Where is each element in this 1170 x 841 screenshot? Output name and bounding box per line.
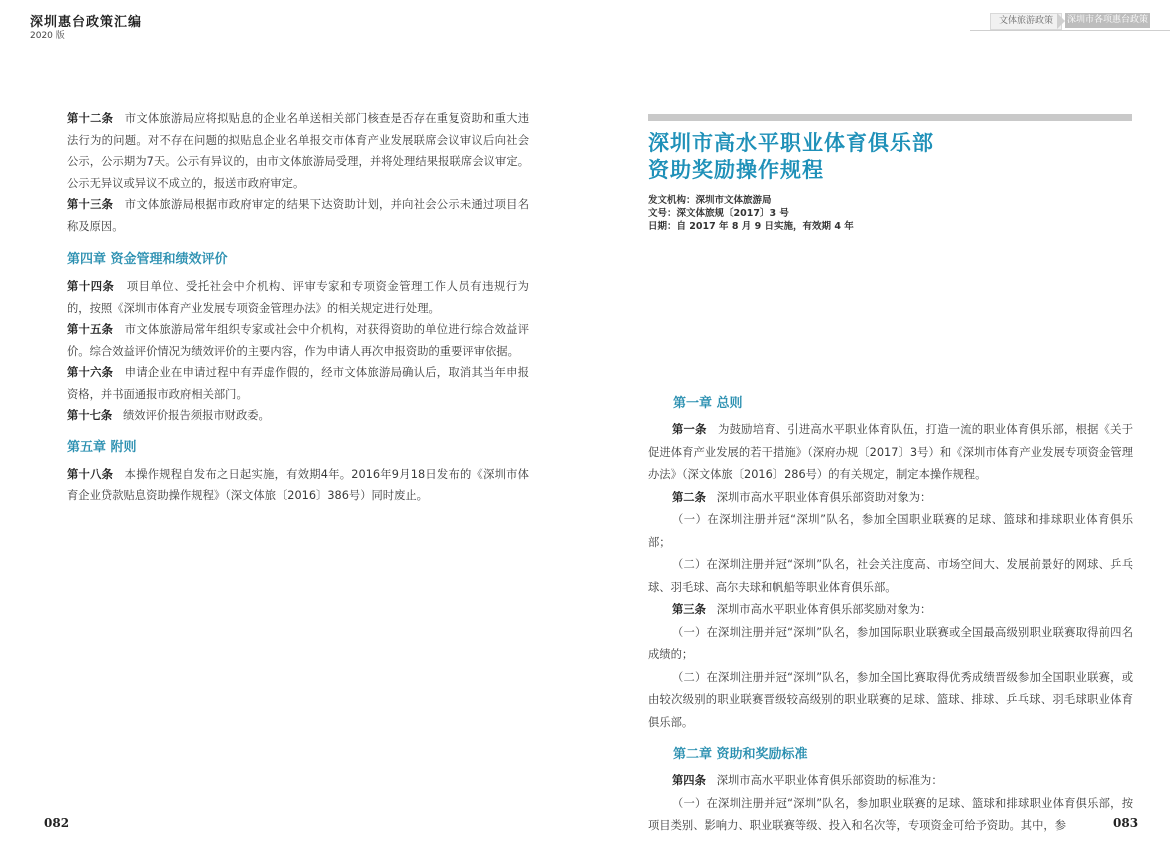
article-1 [648,419,1133,487]
article-16 [67,362,529,405]
article-label: 第十五条 [67,323,114,336]
article-text: 市文体旅游局根据市政府审定的结果下达资助计划，并向社会公示未通过项目名称及原因。 [67,198,529,233]
article-17 [67,405,529,427]
title-line: 资助奖励操作规程 [648,158,824,182]
clause: （一）在深圳注册并冠“深圳”队名，参加职业联赛的足球、篮球和排球职业体育俱乐部，按项目类别、影响力、职业联赛等级、投入和名次等，专项资金可给予资助。其中，参 [648,796,1133,832]
article-13 [67,194,529,237]
article-3 [648,599,1133,622]
article-text: 深圳市高水平职业体育俱乐部资助对象为： [716,490,932,504]
chapter-heading: 第一章 总则 [673,396,743,411]
clause: （二）在深圳注册并冠“深圳”队名，社会关注度高、市场空间大、发展前景好的网球、乒乓球、羽毛球、高尔夫球和帆船等职业体育俱乐部。 [648,558,1133,594]
article-label: 第一条 [672,423,707,436]
right-body [648,393,1133,838]
chapter-heading: 第四章 资金管理和绩效评价 [67,252,228,267]
article-15 [67,319,529,362]
article-label: 第十三条 [67,198,114,211]
article-text: 项目单位、受托社会中介机构、评审专家和专项资金管理工作人员有违规行为的，按照《深圳市体育产业发展专项资金管理办法》的相关规定进行处理。 [67,280,529,315]
clause: （一）在深圳注册并冠“深圳”队名，参加国际职业联赛或全国最高级别职业联赛取得前四名成绩的； [648,625,1133,661]
left-body [67,108,529,507]
document-title [648,130,934,184]
article-text: 绩效评价报告须报市财政委。 [122,409,270,422]
article-text: 本操作规程自发布之日起实施，有效期4年。2016年9月18日发布的《深圳市体育企业贷款贴息资助操作规程》（深文体旅〔2016〕386号）同时废止。 [67,467,529,502]
right-page [585,0,1170,841]
subsection-tab: 深圳市各项惠台政策 [1065,13,1150,28]
article-text: 市文体旅游局常年组织专家或社会中介机构，对获得资助的单位进行综合效益评价。综合效益评价情况为绩效评价的主要内容，作为申请人再次申报资助的重要评审依据。 [67,323,529,358]
article-18 [67,464,529,507]
chapter-heading: 第五章 附则 [67,439,137,455]
book-edition: 2020 版 [30,31,65,41]
article-text: 为鼓励培育、引进高水平职业体育队伍，打造一流的职业体育俱乐部，根据《关于促进体育产业发展的若干措施》（深府办规〔2017〕3号）和《深圳市体育产业发展专项资金管理办法》（深文体旅〔2016〕286号）的有关规定，制定本操作规程。 [648,423,1133,481]
article-text: 市文体旅游局应将拟贴息的企业名单送相关部门核查是否存在重复资助和重大违法行为的问题。对不存在问题的拟贴息企业名单报交市体育产业发展联席会议审议后向社会公示，公示期为7天。公示有异议的，由市文体旅游局受理，并将处理结果报联席会议审定。公示无异议或异议不成立的，报送市政府审定。 [67,112,529,190]
title-band [648,114,1132,121]
article-12 [67,108,529,194]
article-2 [648,487,1133,510]
clause: （一）在深圳注册并冠“深圳”队名，参加全国职业联赛的足球、篮球和排球职业体育俱乐部； [648,513,1133,549]
article-text: 申请企业在申请过程中有弄虚作假的，经市文体旅游局确认后，取消其当年申报资格，并书面通报市政府相关部门。 [67,366,529,401]
spacer [648,734,1133,744]
article-label: 第四条 [672,774,706,787]
chapter-heading: 第二章 资助和奖励标准 [673,747,808,762]
page-number: 083 [1113,816,1139,830]
article-text: 深圳市高水平职业体育俱乐部奖励对象为： [716,603,932,616]
article-label: 第十二条 [67,112,114,125]
article-4 [648,770,1133,793]
article-label: 第十六条 [67,366,114,379]
article-label: 第十四条 [67,280,115,293]
article-label: 第十七条 [67,409,113,422]
book-title: 深圳惠台政策汇编 [30,15,143,30]
article-label: 第三条 [672,603,706,616]
meta-issuer: 发文机构：深圳市文体旅游局 [648,195,772,206]
clause: （二）在深圳注册并冠“深圳”队名，参加全国比赛取得优秀成绩晋级参加全国职业联赛，或由较次级别的职业联赛晋级较高级别的职业联赛的足球、篮球、排球、乒乓球、羽毛球职业体育俱乐部。 [648,670,1133,729]
meta-docno: 文号：深文体旅规〔2017〕3 号 [648,208,789,219]
meta-date: 日期：自 2017 年 8 月 9 日实施，有效期 4 年 [648,221,854,232]
section-tab: 文体旅游政策 [990,13,1062,30]
title-line: 深圳市高水平职业体育俱乐部 [648,131,934,155]
page-number: 082 [44,816,70,830]
tab-arrow-icon [1057,13,1065,29]
article-text: 深圳市高水平职业体育俱乐部资助的标准为： [716,774,943,787]
document-meta [648,194,854,233]
header-rule [970,30,1170,31]
article-label: 第十八条 [67,467,114,481]
article-label: 第二条 [672,490,706,504]
article-14 [67,276,529,319]
